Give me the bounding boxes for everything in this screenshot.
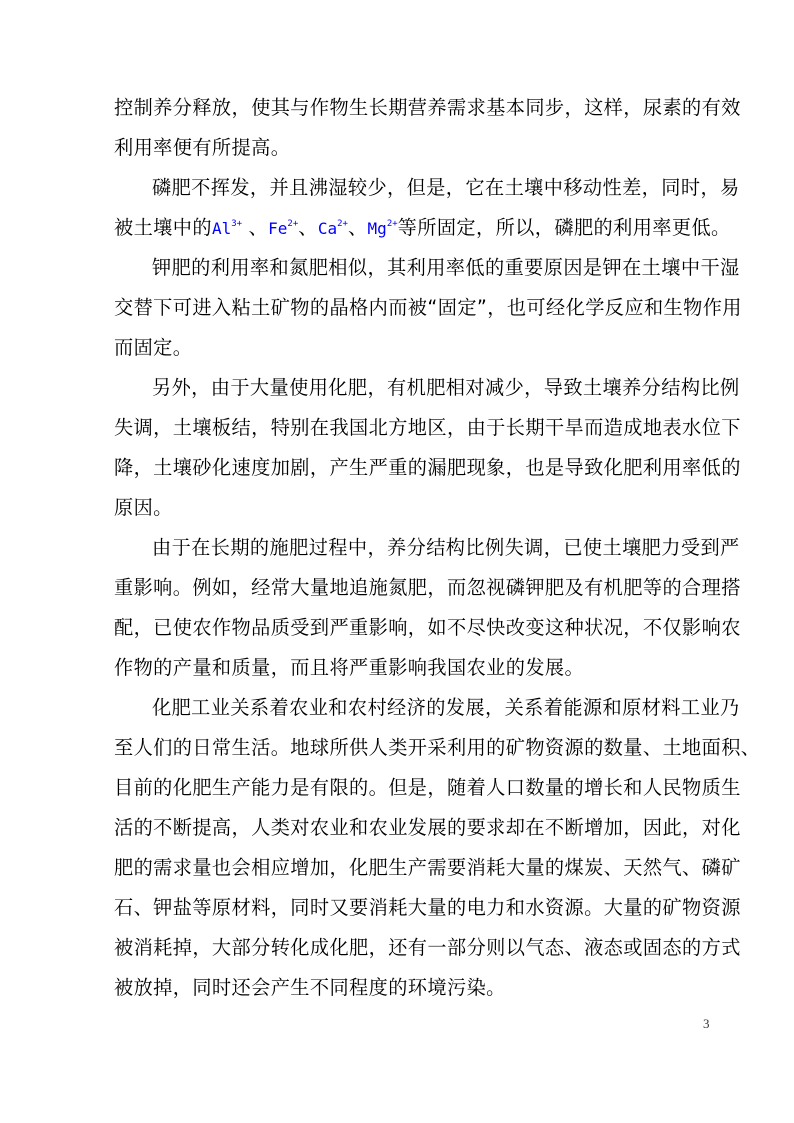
paragraph-6-line-1: 化肥工业关系着农业和农村经济的发展，关系着能源和原材料工业乃 [152, 696, 740, 719]
paragraph-5-line-3: 配，已使农作物品质受到严重影响，如不尽快改变这种状况，不仅影响农 [114, 616, 741, 639]
chemical-formula-fe: $Fe^{2+}$ [268, 219, 299, 238]
chemical-formula-ca: $Ca^{2+}$ [317, 219, 348, 238]
paragraph-6-line-8: 被放掉，同时还会产生不同程度的环境污染。 [114, 976, 506, 999]
paragraph-6-line-3: 目前的化肥生产能力是有限的。但是，随着人口数量的增长和人民物质生 [114, 776, 741, 799]
paragraph-2-line-1: 磷肥不挥发，并且沸湿较少，但是，它在土壤中移动性差，同时，易 [152, 176, 740, 199]
ion-separator-3: 、 [347, 216, 368, 239]
paragraph-6-line-7: 被消耗掉，大部分转化成化肥，还有一部分则以气态、液态或固态的方式 [114, 936, 741, 959]
paragraph-2-prefix: 被土壤中的 [114, 216, 212, 239]
paragraph-6-line-6: 石、钾盐等原材料，同时又要消耗大量的电力和水资源。大量的矿物资源 [114, 896, 741, 919]
paragraph-1-line-1: 控制养分释放，使其与作物生长期营养需求基本同步，这样，尿素的有效 [114, 96, 741, 119]
paragraph-1-line-2: 利用率便有所提高。 [114, 136, 291, 159]
ion-separator-1: 、 [242, 216, 269, 239]
paragraph-5-line-1: 由于在长期的施肥过程中，养分结构比例失调，已使土壤肥力受到严 [152, 536, 740, 559]
paragraph-5-line-2: 重影响。例如，经常大量地追施氮肥，而忽视磷钾肥及有机肥等的合理搭 [114, 576, 741, 599]
page-number: 3 [703, 1016, 710, 1031]
paragraph-6-line-4: 活的不断提高，人类对农业和农业发展的要求却在不断增加，因此，对化 [114, 816, 741, 839]
chemical-formula-al: $Al^{3+}$ [211, 219, 243, 238]
paragraph-6-line-5: 肥的需求量也会相应增加，化肥生产需要消耗大量的煤炭、天然气、磷矿 [114, 856, 741, 879]
paragraph-4-line-1: 另外，由于大量使用化肥，有机肥相对减少，导致土壤养分结构比例 [152, 376, 740, 399]
paragraph-4-line-4: 原因。 [114, 496, 173, 519]
paragraph-2-line-2 [114, 215, 731, 242]
paragraph-3-line-2: 交替下可进入粘土矿物的晶格内而被“固定”，也可经化学反应和生物作用 [114, 296, 742, 319]
paragraph-2-suffix: 等所固定，所以，磷肥的利用率更低。 [397, 216, 731, 239]
paragraph-3-line-3: 而固定。 [114, 336, 193, 359]
paragraph-3-line-1: 钾肥的利用率和氮肥相似，其利用率低的重要原因是钾在土壤中干湿 [152, 256, 740, 279]
paragraph-5-line-4: 作物的产量和质量，而且将严重影响我国农业的发展。 [114, 656, 585, 679]
paragraph-4-line-3: 降，土壤砂化速度加剧，产生严重的漏肥现象，也是导致化肥利用率低的 [114, 456, 741, 479]
ion-separator-2: 、 [298, 216, 318, 239]
chemical-formula-mg: $Mg^{2+}$ [367, 219, 398, 238]
paragraph-4-line-2: 失调，土壤板结，特别在我国北方地区，由于长期干旱而造成地表水位下 [114, 416, 741, 439]
paragraph-6-line-2: 至人们的日常生活。地球所供人类开采利用的矿物资源的数量、土地面积、 [114, 736, 761, 759]
